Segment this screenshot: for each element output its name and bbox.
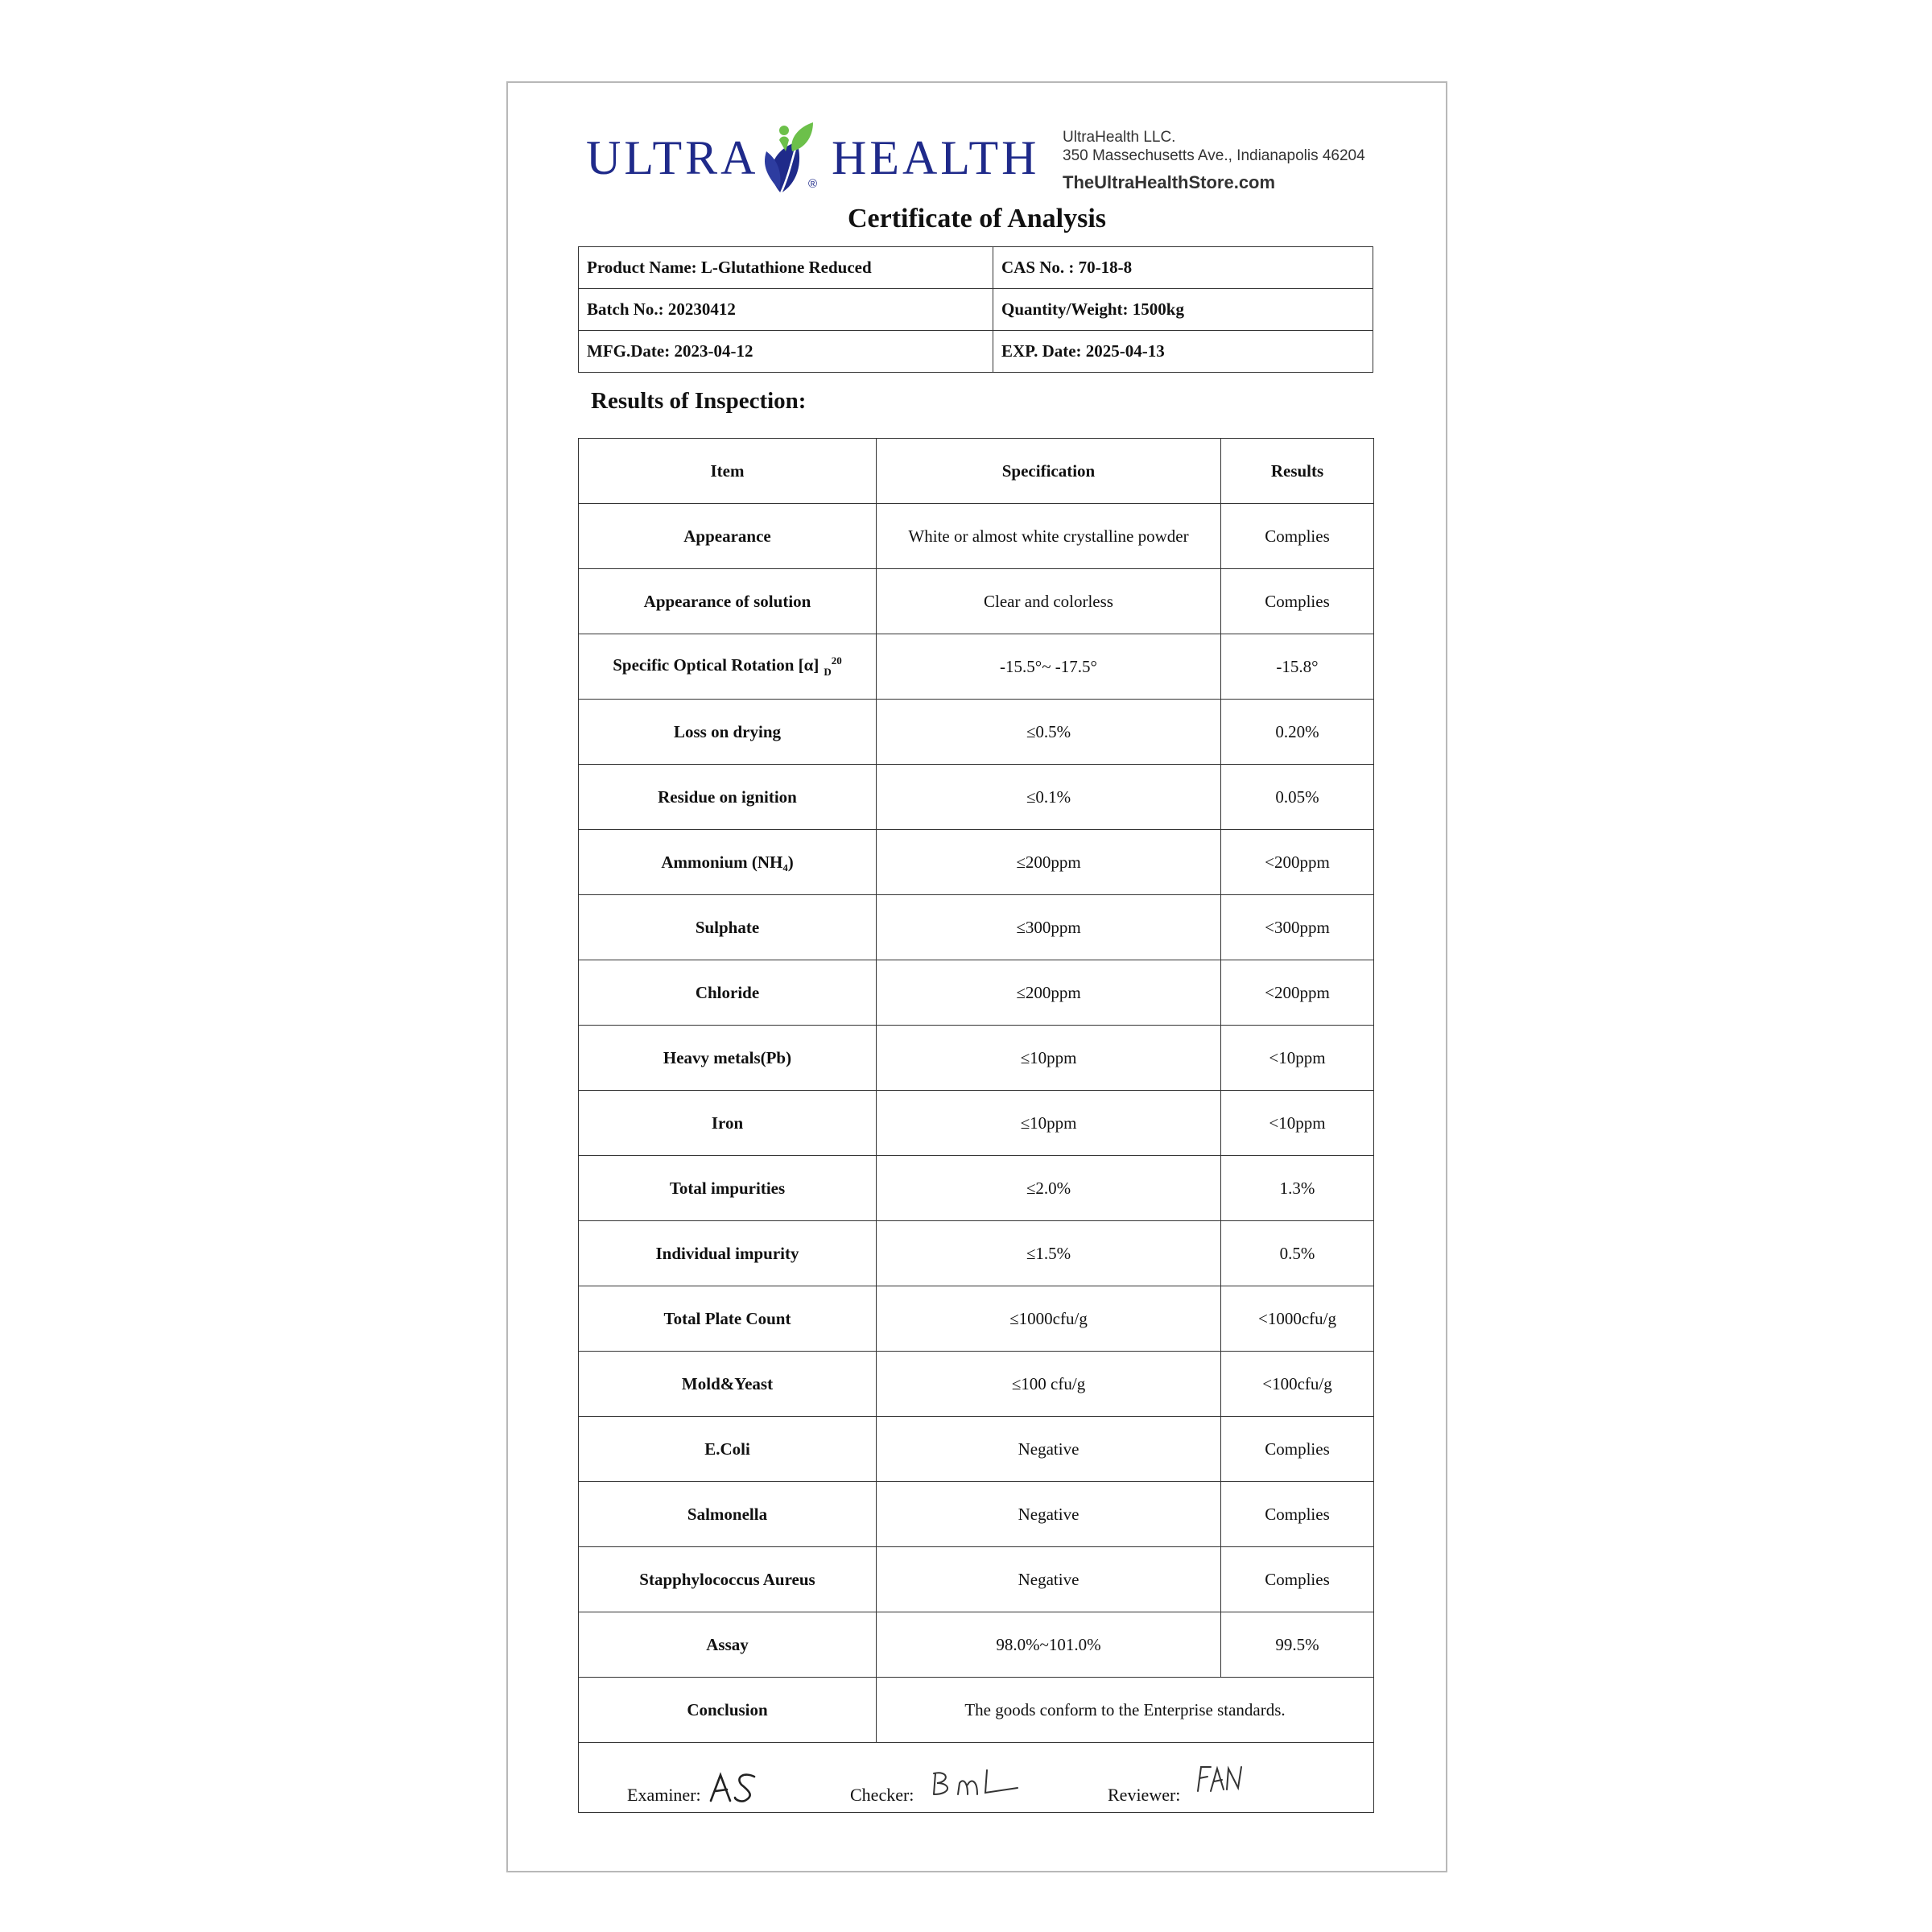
examiner-signature [708, 1770, 761, 1804]
result-item-label: Loss on drying [673, 721, 782, 741]
result-item-label: Ammonium (NH₄) [661, 852, 794, 872]
result-item [579, 700, 877, 765]
result-specification: ≤10ppm [877, 1091, 1221, 1156]
examiner-label: Examiner: [627, 1785, 701, 1805]
results-row [579, 1547, 1374, 1612]
result-item [579, 1091, 877, 1156]
header-results: Results [1221, 439, 1374, 504]
result-item-superscript: 20 [831, 654, 842, 667]
result-item-label: Stapphylococcus Aureus [639, 1569, 815, 1589]
result-item [579, 1026, 877, 1091]
quantity-weight: Quantity/Weight: 1500kg [993, 289, 1373, 331]
result-value: Complies [1221, 504, 1374, 569]
company-name: UltraHealth LLC. [1063, 129, 1176, 146]
result-item [579, 634, 877, 700]
batch-number: Batch No.: 20230412 [579, 289, 993, 331]
result-item-label: Chloride [695, 982, 760, 1002]
result-specification: ≤1.5% [877, 1221, 1221, 1286]
exp-date: EXP. Date: 2025-04-13 [993, 331, 1373, 373]
result-value: 0.05% [1221, 765, 1374, 830]
result-item [579, 895, 877, 960]
reviewer-label: Reviewer: [1108, 1785, 1181, 1805]
result-value: Complies [1221, 1547, 1374, 1612]
result-item-label: Total Plate Count [663, 1308, 791, 1328]
result-specification: Clear and colorless [877, 569, 1221, 634]
result-value: <10ppm [1221, 1091, 1374, 1156]
logo-word-health: HEALTH [832, 131, 1040, 184]
product-name: Product Name: L-Glutathione Reduced [579, 247, 993, 289]
result-item-label: Iron [711, 1113, 744, 1133]
result-item-subscript: D [824, 665, 832, 678]
result-value: <200ppm [1221, 960, 1374, 1026]
mfg-date: MFG.Date: 2023-04-12 [579, 331, 993, 373]
result-item [579, 504, 877, 569]
results-body [579, 504, 1374, 1678]
result-item-label: Residue on ignition [658, 786, 797, 807]
results-row [579, 960, 1374, 1026]
result-value: 99.5% [1221, 1612, 1374, 1678]
result-item [579, 1352, 877, 1417]
result-specification: ≤2.0% [877, 1156, 1221, 1221]
result-specification: ≤10ppm [877, 1026, 1221, 1091]
result-specification: White or almost white crystalline powder [877, 504, 1221, 569]
signature-row [579, 1743, 1374, 1813]
result-item [579, 1286, 877, 1352]
results-row [579, 1352, 1374, 1417]
result-value: 1.3% [1221, 1156, 1374, 1221]
results-row [579, 1286, 1374, 1352]
result-item-label: Assay [706, 1634, 749, 1654]
result-item [579, 1417, 877, 1482]
company-info [1063, 128, 1365, 192]
result-item-label: Salmonella [687, 1504, 768, 1524]
result-item [579, 1482, 877, 1547]
document-title: Certificate of Analysis [847, 204, 1107, 233]
result-value: <200ppm [1221, 830, 1374, 895]
results-heading: Results of Inspection: [591, 388, 807, 414]
result-item [579, 830, 877, 895]
result-item [579, 1221, 877, 1286]
registered-mark: ® [808, 177, 818, 191]
result-item [579, 765, 877, 830]
results-row [579, 1156, 1374, 1221]
result-specification: ≤100 cfu/g [877, 1352, 1221, 1417]
results-row [579, 1091, 1374, 1156]
result-specification: Negative [877, 1547, 1221, 1612]
checker-label: Checker: [850, 1785, 914, 1805]
results-row [579, 569, 1374, 634]
results-table [578, 438, 1374, 1813]
result-value: 0.5% [1221, 1221, 1374, 1286]
result-specification: ≤300ppm [877, 895, 1221, 960]
results-row [579, 765, 1374, 830]
result-value: Complies [1221, 1417, 1374, 1482]
header-item: Item [579, 439, 877, 504]
result-value: <1000cfu/g [1221, 1286, 1374, 1352]
results-header-row [579, 439, 1374, 504]
results-row [579, 1417, 1374, 1482]
result-item [579, 1156, 877, 1221]
result-value: Complies [1221, 1482, 1374, 1547]
header-specification: Specification [877, 439, 1221, 504]
result-specification: ≤200ppm [877, 960, 1221, 1026]
results-row [579, 1612, 1374, 1678]
result-item-label: E.Coli [704, 1439, 750, 1459]
result-item [579, 1612, 877, 1678]
result-value: Complies [1221, 569, 1374, 634]
result-item-label: Total impurities [669, 1178, 786, 1198]
result-item [579, 960, 877, 1026]
result-item-label: Individual impurity [655, 1243, 799, 1263]
logo-word-ultra: ULTRA [586, 131, 759, 184]
results-row [579, 700, 1374, 765]
result-item [579, 1547, 877, 1612]
result-specification: ≤0.1% [877, 765, 1221, 830]
result-specification: ≤0.5% [877, 700, 1221, 765]
result-item-label: Heavy metals(Pb) [663, 1047, 792, 1067]
result-specification: -15.5°~ -17.5° [877, 634, 1221, 700]
result-item-label: Sulphate [695, 917, 760, 937]
result-specification: 98.0%~101.0% [877, 1612, 1221, 1678]
result-item-label: Appearance of solution [643, 591, 811, 611]
result-value: <10ppm [1221, 1026, 1374, 1091]
results-row [579, 634, 1374, 700]
result-item-label: Appearance [683, 526, 771, 546]
result-value: 0.20% [1221, 700, 1374, 765]
results-row [579, 830, 1374, 895]
conclusion-text: The goods conform to the Enterprise standards. [877, 1678, 1374, 1743]
company-address: 350 Massechusetts Ave., Indianapolis 46204 [1063, 147, 1365, 164]
results-row [579, 1482, 1374, 1547]
results-row [579, 1026, 1374, 1091]
conclusion-label: Conclusion [579, 1678, 877, 1743]
result-specification: ≤1000cfu/g [877, 1286, 1221, 1352]
ultra-health-logo [586, 119, 1040, 200]
results-row [579, 504, 1374, 569]
product-info-table [578, 246, 1373, 373]
result-item-label: Specific Optical Rotation [α] [613, 655, 819, 675]
reviewer-signature [1195, 1764, 1245, 1796]
conclusion-row [579, 1678, 1374, 1743]
company-website: TheUltraHealthStore.com [1063, 172, 1276, 192]
result-specification: ≤200ppm [877, 830, 1221, 895]
results-row [579, 895, 1374, 960]
result-value: <100cfu/g [1221, 1352, 1374, 1417]
result-specification: Negative [877, 1417, 1221, 1482]
result-item-label: Mold&Yeast [681, 1373, 774, 1393]
checker-signature [931, 1767, 1021, 1799]
result-item [579, 569, 877, 634]
result-value: -15.8° [1221, 634, 1374, 700]
signature-cell [579, 1743, 1374, 1813]
certificate-sheet [506, 81, 1447, 1872]
cas-number: CAS No. : 70-18-8 [993, 247, 1373, 289]
result-specification: Negative [877, 1482, 1221, 1547]
results-row [579, 1221, 1374, 1286]
result-value: <300ppm [1221, 895, 1374, 960]
